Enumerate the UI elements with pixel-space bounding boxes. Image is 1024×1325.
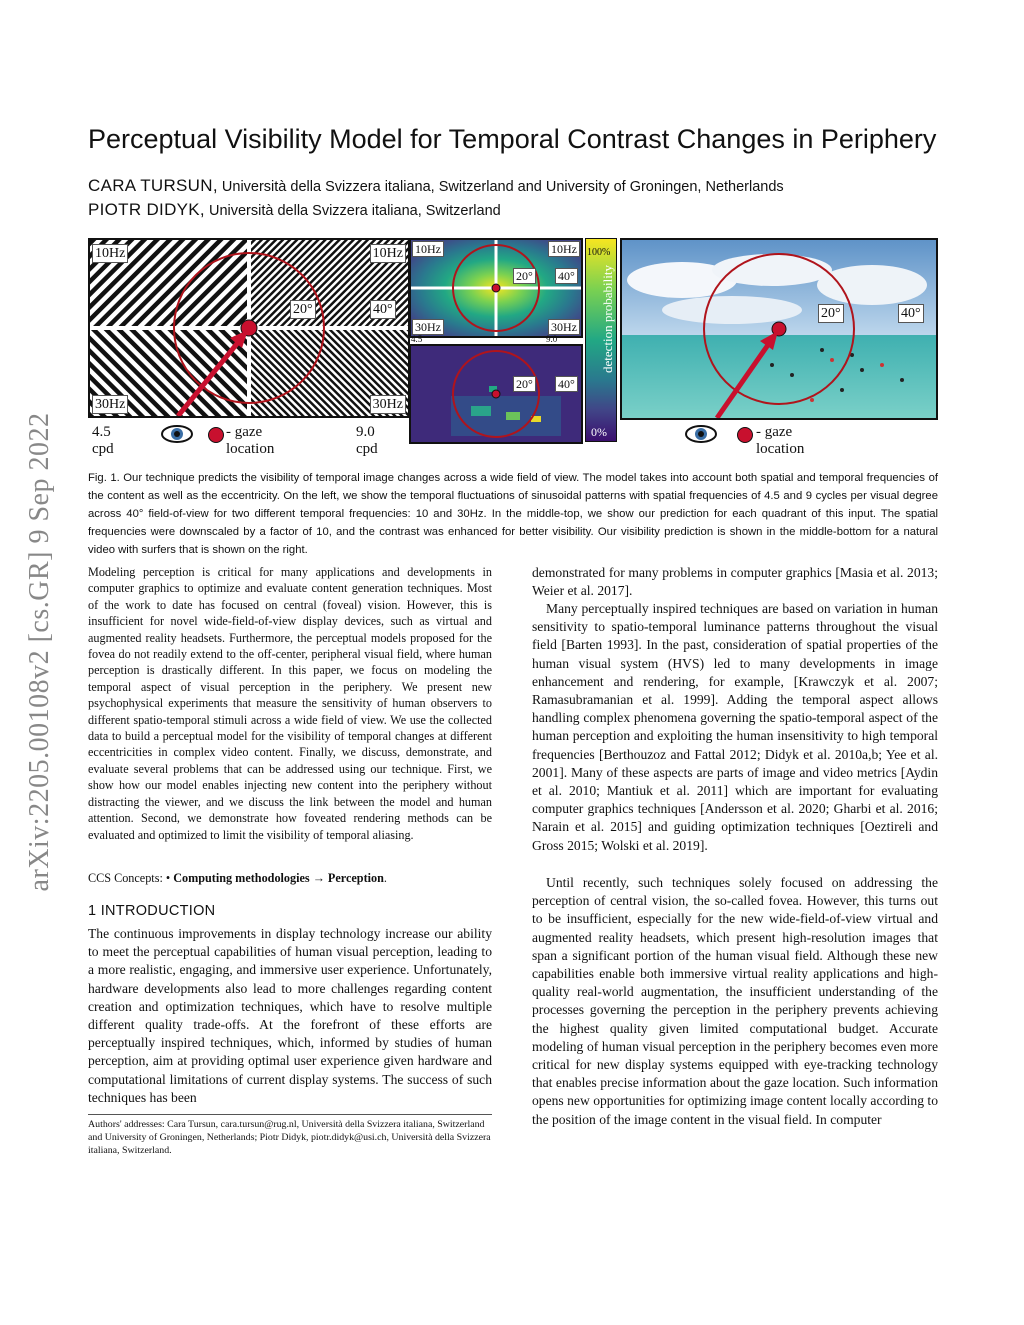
author-name: PIOTR DIDYK, [88,200,205,219]
abstract: Modeling perception is critical for many applications and developments in computer graphics to optimize and evaluate content generation techniques. Most of the work to date has focused on central (foveal) vision. However, this is insufficient for novel wide-field-of-view display devices, such as virtual and augmented reality headsets. Furthermore, the perceptual models proposed for the fovea do not readily extend to the off-center, peripheral visual field, where human perception is drastically different. In this paper, we focus on modeling the temporal aspect of visual perception in the periphery. We present new psychophysical experiments that measure the sensitivity of human observers to different spatio-temporal stimuli across a wide field of view. We use the collected data to build a perceptual model for the visibility of temporal changes at different eccentricities in complex video content. Finally, we discuss, demonstrate, and evaluate several problems that can be addressed using our technique. First, we show how our model enables injecting new content into the periphery without distracting the viewer, and we discuss the link between the model and human attention. Second, we demonstrate how foveated rendering methods can be evaluated and optimized to limit the visibility of temporal aliasing. [88,565,492,842]
footnote-divider [88,1114,492,1115]
label-40deg: 40° [370,300,396,319]
gaze-marker-icon [737,427,753,443]
arxiv-sidebar [10,372,70,932]
ccs-suffix: . [383,871,387,885]
ccs-concept: Computing methodologies → Perception [173,871,384,885]
cpd-left-label: 4.5 cpd [92,424,114,457]
label-40deg: 40° [555,376,578,392]
grating-panel [88,238,410,418]
paragraph-peripheral-vision: Until recently, such techniques solely focused on addressing the perception of central vision, the so-called fovea. However, this turns out to be insufficient, especially for the new wide-field-of-view virtual and augmented reality headsets, which present high-resolution images that span a significant portion of the human visual field. Although these new capabilities enable both immersive virtual reality applications and high-quality real-world augmentation, the insufficient understanding of the processes governing the perception in the periphery prevents achieving the highest quality given limited computational budget. Accurate modeling of human visual perception in the periphery becomes even more critical for new display systems equipped with eye-tracking technology that enables precise information about the gaze location. Such information opens new opportunities for optimizing image content locally according to the position of the image content in the visual field. In computer [532,875,938,1127]
prediction-panel-top [409,238,583,338]
gaze-legend: - gaze location [226,424,275,457]
author-line-2 [88,200,948,220]
prediction-panel-bottom [409,344,583,444]
label-40deg: 40° [898,304,924,323]
label-40deg: 40° [555,268,578,284]
author-line-1 [88,176,948,196]
section-heading-introduction: 1 INTRODUCTION [88,903,216,919]
colorbar-bottom-label: 0% [591,425,607,439]
paper-title: Perceptual Visibility Model for Temporal Contrast Changes in Periphery [88,124,937,154]
author-name: CARA TURSUN, [88,176,218,195]
label-30hz-bl: 30Hz [412,319,444,335]
gaze-legend: - gaze location [756,424,805,457]
grating-graphic [90,240,408,416]
label-10hz-tr: 10Hz [370,244,406,263]
figure-caption: Fig. 1. Our technique predicts the visibility of temporal image changes across a wide field of view. The model takes into account both spatial and temporal frequencies of the content as well as the eccentricity. On the left, we show the temporal fluctuations of sinusoidal patterns with spatial frequencies of 4.5 and 9 cycles per visual degree across 40° field-of-view for two different temporal frequencies: 10 and 30Hz. In the middle-top, we show our prediction for each quadrant of this input. The spatial frequencies were downscaled by a factor of 10, and the contrast was enhanced for better visibility. Our visibility prediction is shown in the middle-bottom for a natural video with surfers that is shown on the right. [88,472,938,556]
ccs-concepts [88,871,492,886]
label-30hz-bl: 30Hz [92,395,128,414]
colorbar-label: detection probability [600,265,615,373]
label-10hz-tl: 10Hz [412,241,444,257]
colorbar [585,238,617,442]
gaze-marker-icon [208,427,224,443]
label-10hz-tr: 10Hz [548,241,580,257]
cpd-right-label: 9.0 cpd [356,424,378,457]
arxiv-identifier: arXiv:2205.00108v2 [cs.GR] 9 Sep 2022 [24,412,55,892]
paragraph-continuation: demonstrated for many problems in computer graphics [Masia et al. 2013; Weier et al. 2017]. [532,565,938,599]
authors-addresses-footnote: Authors' addresses: Cara Tursun, cara.tursun@rug.nl, Università della Svizzera italiana, Switzerland and University of Groningen, Netherlands; Piotr Didyk, piotr.didyk@usi.ch, Università della Svizzera italiana, Switzerland. [88,1119,491,1156]
label-20deg: 20° [513,376,536,392]
ccs-prefix: CCS Concepts: • [88,871,174,885]
cpd-left-small: 4.5 [411,334,423,344]
label-20deg: 20° [290,300,316,319]
eye-icon [160,424,194,444]
introduction-paragraph: The continuous improvements in display technology increase our ability to meet the perceptual capabilities of human visual perception, leading to a more realistic, engaging, and immersive user experience. Unfortunately, hardware developments also lead to more challenges regarding content creation and optimization techniques, which have to resolve multiple different quality trade-offs. At the forefront of these efforts are perceptually inspired techniques, which, informed by studies of human perception, aim at providing optimal user experience given hardware and computational limitations of current display systems. The success of such techniques has been [88,926,492,1105]
cpd-right-small: 9.0 [546,334,558,344]
label-20deg: 20° [818,304,844,323]
colorbar-top-label: 100% [587,247,611,258]
author-affiliation: Università della Svizzera italiana, Switzerland and University of Groningen, Netherlands [221,179,784,195]
label-30hz-br: 30Hz [370,395,406,414]
eye-icon [684,424,718,444]
label-20deg: 20° [513,268,536,284]
label-10hz-tl: 10Hz [92,244,128,263]
paragraph-perceptual-techniques: Many perceptually inspired techniques are based on variation in human sensitivity to spatio-temporal luminance patterns throughout the visual field [Barten 1993]. In the past, consideration of spatial properties of the human visual system (HVS) led to many developments in image enhancement and rendering, for example, [Krawczyk et al. 2007; Ramasubramanian et al. 1999]. Adding the temporal aspect allows handling complex phenomena governing the spatio-temporal aspect of the human perception and exploiting the human insensitivity to high temporal frequencies [Berthouzoz and Fattal 2012; Didyk et al. 2010a,b; Yee et al. 2001]. Many of these aspects are parts of image and video metrics [Aydin et al. 2010; Mantiuk et al. 2011] which are important for evaluating computer graphics techniques [Andersson et al. 2020; Gharbi et al. 2016; Narain et al. 2015] and guiding optimization techniques [Oeztireli and Gross 2015; Wolski et al. 2019]. [532,601,938,853]
surfer-image [620,238,938,420]
label-30hz-br: 30Hz [548,319,580,335]
author-affiliation: Università della Svizzera italiana, Switzerland [208,203,501,219]
